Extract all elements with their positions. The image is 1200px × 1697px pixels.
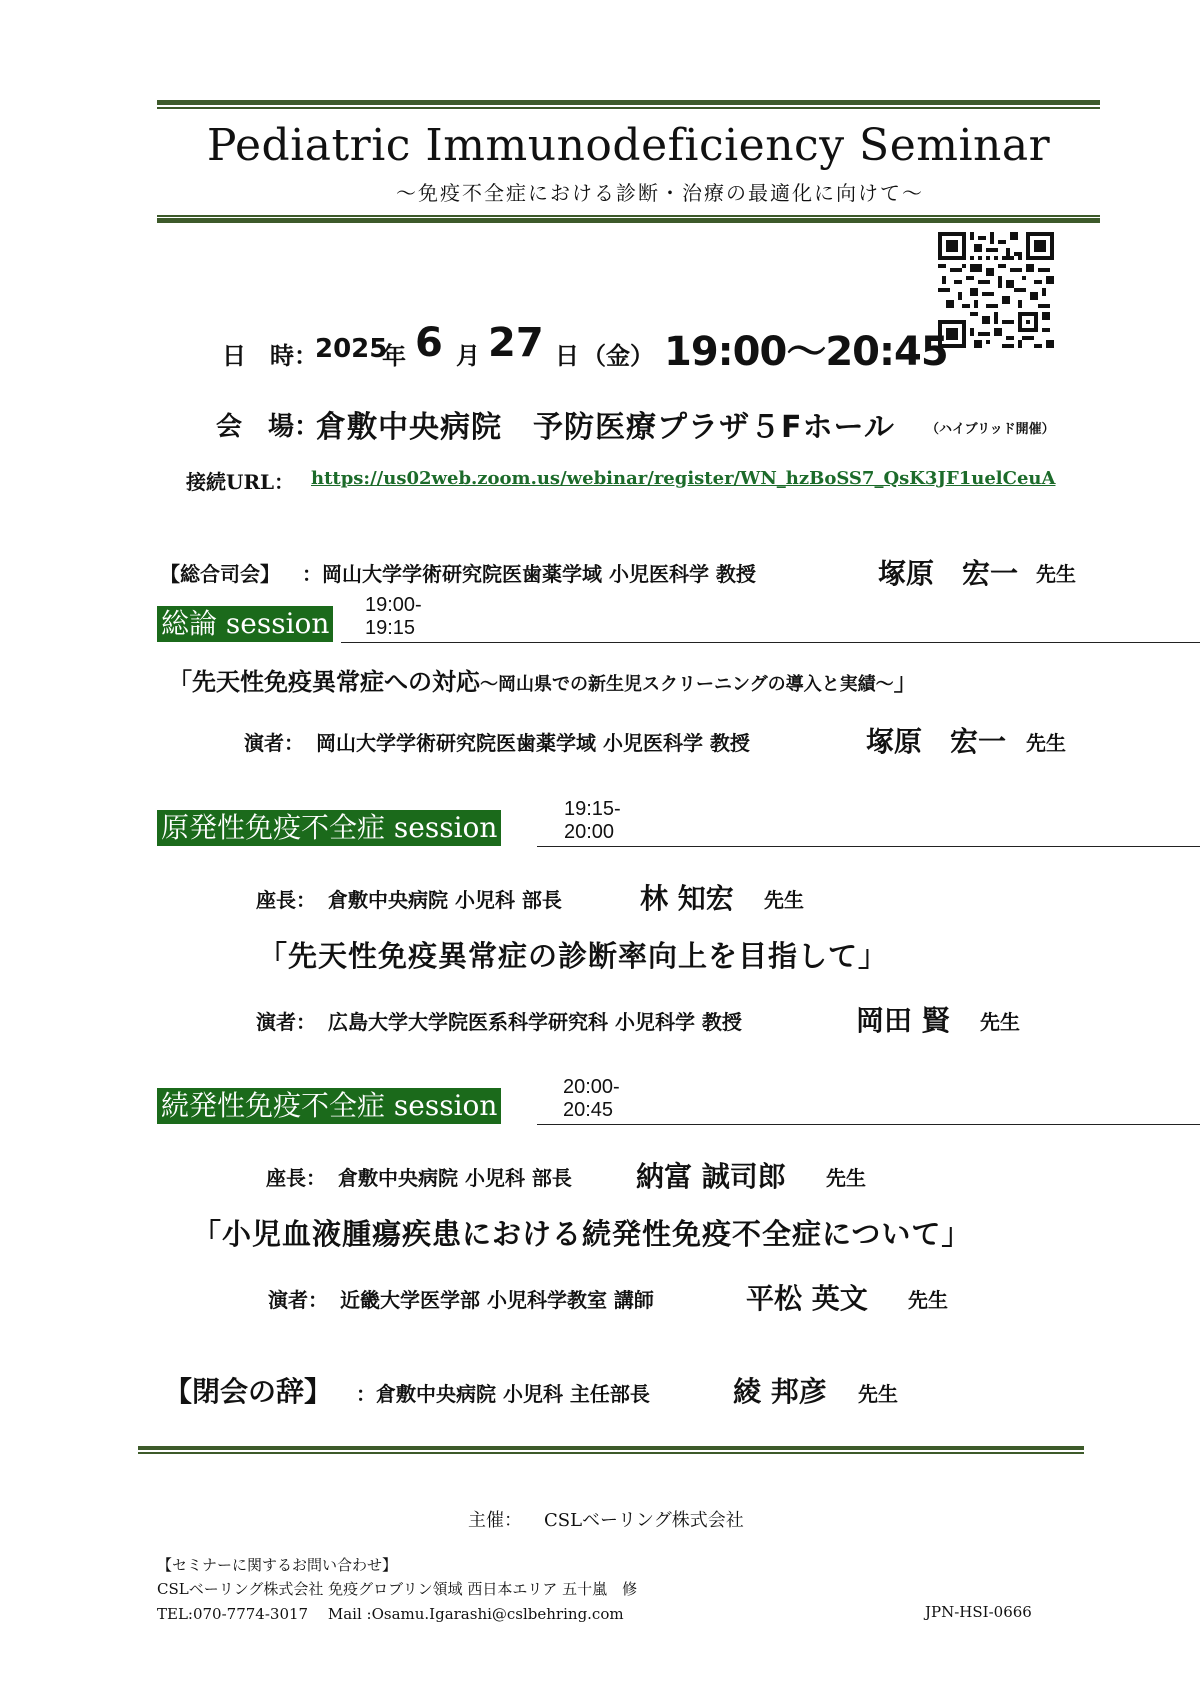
- page-title: Pediatric Immunodeficiency Seminar: [206, 120, 1051, 171]
- session-1-speaker-label: 演者：: [244, 731, 304, 755]
- session-2-talk: 「先天性免疫異常症の診断率向上を目指して」: [258, 939, 889, 973]
- document-code: JPN-HSI-0666: [925, 1603, 1032, 1621]
- closing-affiliation: ：倉敷中央病院 小児科 主任部長: [356, 1382, 650, 1406]
- closing-label: 【閉会の辞】: [164, 1375, 333, 1408]
- session-2-badge: 原発性免疫不全症 session: [157, 810, 501, 846]
- session-1-time: 19:00-19:15: [365, 594, 422, 639]
- session-3-chair-honorific: 先生: [826, 1166, 866, 1190]
- datetime-year-suffix: 年: [382, 342, 406, 370]
- session-3-header: [157, 1076, 620, 1124]
- datetime-day-suffix: 日: [555, 342, 579, 370]
- page-subtitle: ～免疫不全症における診断・治療の最適化に向けて～: [396, 181, 924, 205]
- session-3-speaker-affiliation: 近畿大学医学部 小児科学教室 講師: [340, 1288, 654, 1312]
- session-3-speaker-label: 演者：: [268, 1288, 328, 1312]
- venue-label: 会 場：: [216, 412, 321, 442]
- datetime-month-suffix: 月: [456, 342, 480, 370]
- moderator-name: 塚原 宏一: [878, 557, 1019, 590]
- session-2-speaker-label: 演者：: [256, 1010, 316, 1034]
- session-3-chair-label: 座長：: [266, 1166, 326, 1190]
- contact-line-1: CSLベーリング株式会社 免疫グロブリン領域 西日本エリア 五十嵐 修: [157, 1580, 638, 1598]
- session-3-speaker-honorific: 先生: [908, 1288, 948, 1312]
- moderator-honorific: 先生: [1036, 562, 1076, 586]
- session-1-speaker-affiliation: 岡山大学学術研究院医歯薬学域 小児医科学 教授: [316, 731, 750, 755]
- venue-name: 倉敷中央病院 予防医療プラザ５Fホール: [316, 410, 895, 445]
- session-2-chair-affiliation: 倉敷中央病院 小児科 部長: [328, 888, 562, 912]
- datetime-weekday: （金）: [582, 342, 654, 370]
- session-2-chair-honorific: 先生: [764, 888, 804, 912]
- datetime-month: 6: [415, 320, 443, 366]
- session-2-time: 19:15-20:00: [564, 798, 621, 843]
- organizer-label: 主催：: [468, 1510, 522, 1531]
- venue-note: （ハイブリッド開催）: [926, 422, 1055, 437]
- moderator-affiliation: ：岡山大学学術研究院医歯薬学域 小児医科学 教授: [302, 562, 756, 586]
- session-1-header: [157, 594, 422, 642]
- session-1-talk: 「先天性免疫異常症への対応～岡山県での新生児スクリーニングの導入と実績～」: [168, 668, 918, 696]
- header-top-rule: [157, 100, 1100, 109]
- session-3-speaker-name: 平松 英文: [746, 1282, 868, 1315]
- session-3-badge: 続発性免疫不全症 session: [157, 1088, 501, 1124]
- organizer-name: CSLベーリング株式会社: [544, 1510, 744, 1531]
- session-1-speaker-honorific: 先生: [1026, 731, 1066, 755]
- session-3-talk: 「小児血液腫瘍疾患における続発性免疫不全症について」: [192, 1217, 972, 1251]
- session-2-speaker-name: 岡田 賢: [856, 1004, 950, 1037]
- session-3-time: 20:00-20:45: [563, 1076, 620, 1121]
- webinar-register-link[interactable]: https://us02web.zoom.us/webinar/register/WN_hzBoSS7_QsK3JF1uelCeuA: [311, 468, 1056, 489]
- session-2-chair-name: 林 知宏: [640, 882, 734, 915]
- closing-honorific: 先生: [858, 1382, 898, 1406]
- qr-code-icon[interactable]: [938, 232, 1054, 348]
- session-2-header: [157, 798, 621, 846]
- session-3-chair-affiliation: 倉敷中央病院 小児科 部長: [338, 1166, 572, 1190]
- session-2-speaker-affiliation: 広島大学大学院医系科学研究科 小児科学 教授: [328, 1010, 742, 1034]
- moderator-label: 【総合司会】: [160, 562, 280, 586]
- contact-line-2: TEL:070-7774-3017 Mail :Osamu.Igarashi@cslbehring.com: [157, 1605, 624, 1623]
- footer-rule: [138, 1446, 1084, 1454]
- datetime-label: 日 時：: [222, 342, 318, 370]
- contact-heading: 【セミナーに関するお問い合わせ】: [157, 1556, 398, 1574]
- session-3-chair-name: 納富 誠司郎: [636, 1160, 786, 1193]
- datetime-time: 19:00～20:45: [664, 329, 948, 375]
- closing-name: 綾 邦彦: [733, 1375, 827, 1408]
- datetime-year: 2025: [315, 334, 388, 364]
- datetime-day: 27: [488, 320, 544, 366]
- session-1-badge: 総論 session: [157, 606, 333, 642]
- url-label: 接続URL：: [186, 470, 295, 494]
- session-2-chair-label: 座長：: [256, 888, 316, 912]
- session-1-speaker-name: 塚原 宏一: [866, 725, 1007, 758]
- session-2-speaker-honorific: 先生: [980, 1010, 1020, 1034]
- header-bottom-rule: [157, 215, 1100, 224]
